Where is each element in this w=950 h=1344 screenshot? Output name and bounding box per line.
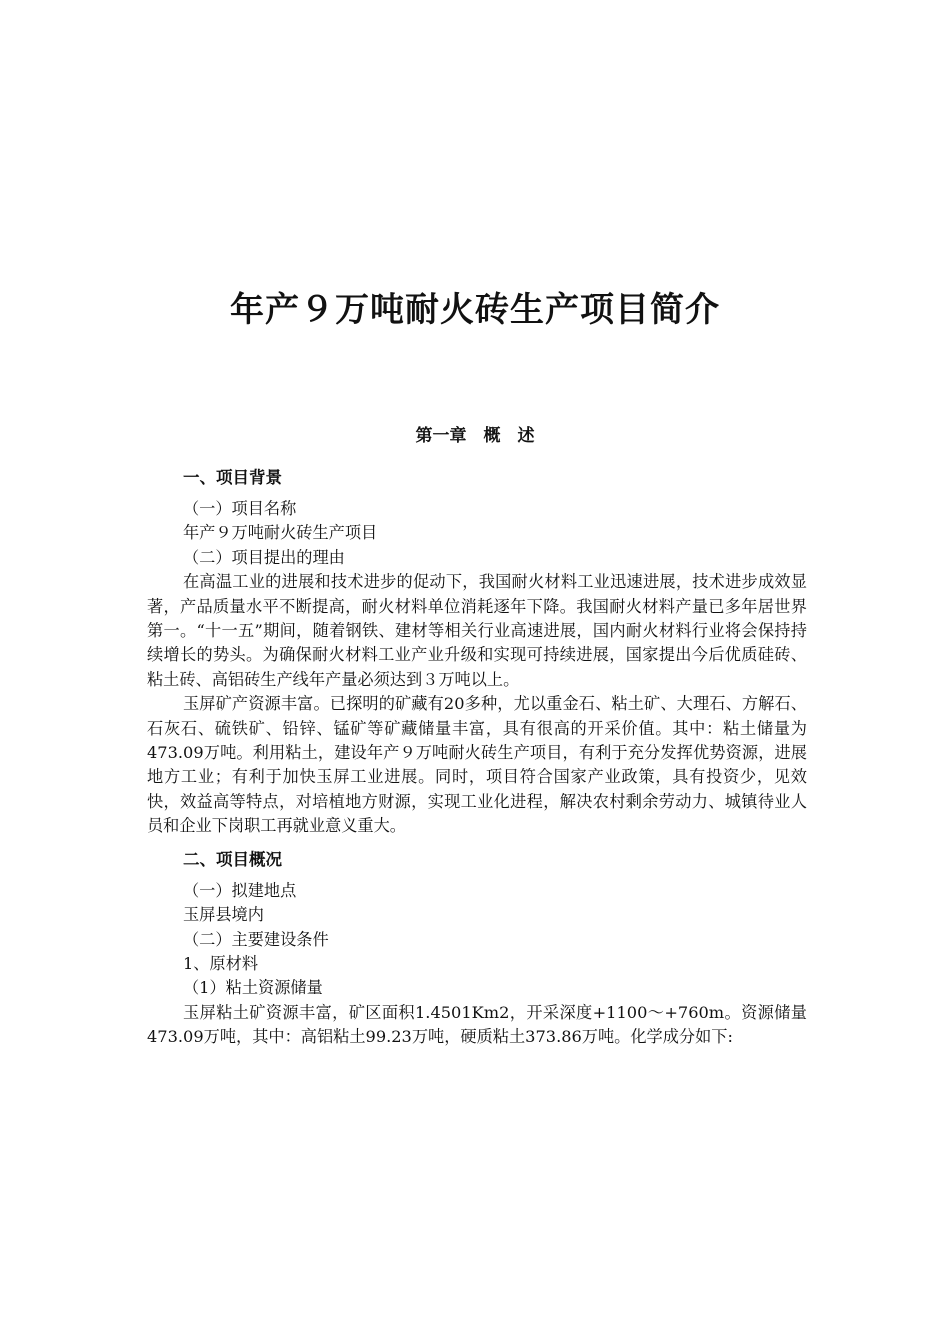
subsection-project-name-label: （一）项目名称 bbox=[183, 499, 297, 518]
reason-paragraph-1: 在高温工业的进展和技术进步的促动下，我国耐火材料工业迅速进展，技术进步成效显著，产品质量水平不断提高，耐火材料单位消耗逐年下降。我国耐火材料产量已多年居世界第一。“十一五”期间，随着钢铁、建材等相关行业高速进展，国内耐火材料行业将会保持持续增长的势头。为确保耐火材料工业产业升级和实现可持续进展，国家提出今后优质硅砖、粘土砖、高铝砖生产线年产量必须达到３万吨以上。 bbox=[147, 572, 807, 689]
reason-paragraph-2: 玉屏矿产资源丰富。已探明的矿藏有20多种，尤以重金石、粘土矿、大理石、方解石、石灰石、硫铁矿、铅锌、锰矿等矿藏储量丰富，具有很高的开采价值。其中：粘土储量为473.09万吨。利用粘土，建设年产９万吨耐火砖生产项目，有利于充分发挥优势资源，进展地方工业；有利于加快玉屏工业进展。同时，项目符合国家产业政策，具有投资少，见效快，效益高等特点，对培植地方财源，实现工业化进程，解决农村剩余劳动力、城镇待业人员和企业下岗职工再就业意义重大。 bbox=[147, 694, 807, 836]
project-name-text: 年产９万吨耐火砖生产项目 bbox=[183, 523, 378, 543]
clay-reserves-label: （1）粘土资源储量 bbox=[183, 978, 323, 998]
section-heading-overview: 二、项目概况 bbox=[183, 849, 282, 869]
subsection-conditions-label: （二）主要建设条件 bbox=[183, 929, 329, 949]
clay-reserves-paragraph: 玉屏粘土矿资源丰富，矿区面积1.4501Km2，开采深度+1100～+760m。资源储量473.09万吨，其中：高铝粘土99.23万吨，硬质粘土373.86万吨。化学成分如下: bbox=[147, 1002, 807, 1047]
document-body bbox=[147, 465, 807, 1050]
raw-materials-label: 1、原材料 bbox=[183, 953, 259, 973]
subsection-location-label: （一）拟建地点 bbox=[183, 880, 297, 900]
subsection-reason-label: （二）项目提出的理由 bbox=[183, 547, 345, 567]
location-text: 玉屏县境内 bbox=[183, 905, 264, 925]
chapter-heading: 第一章 概 述 bbox=[415, 426, 535, 446]
section-heading-background: 一、项目背景 bbox=[183, 468, 282, 487]
document-title: 年产９万吨耐火砖生产项目简介 bbox=[230, 290, 720, 330]
